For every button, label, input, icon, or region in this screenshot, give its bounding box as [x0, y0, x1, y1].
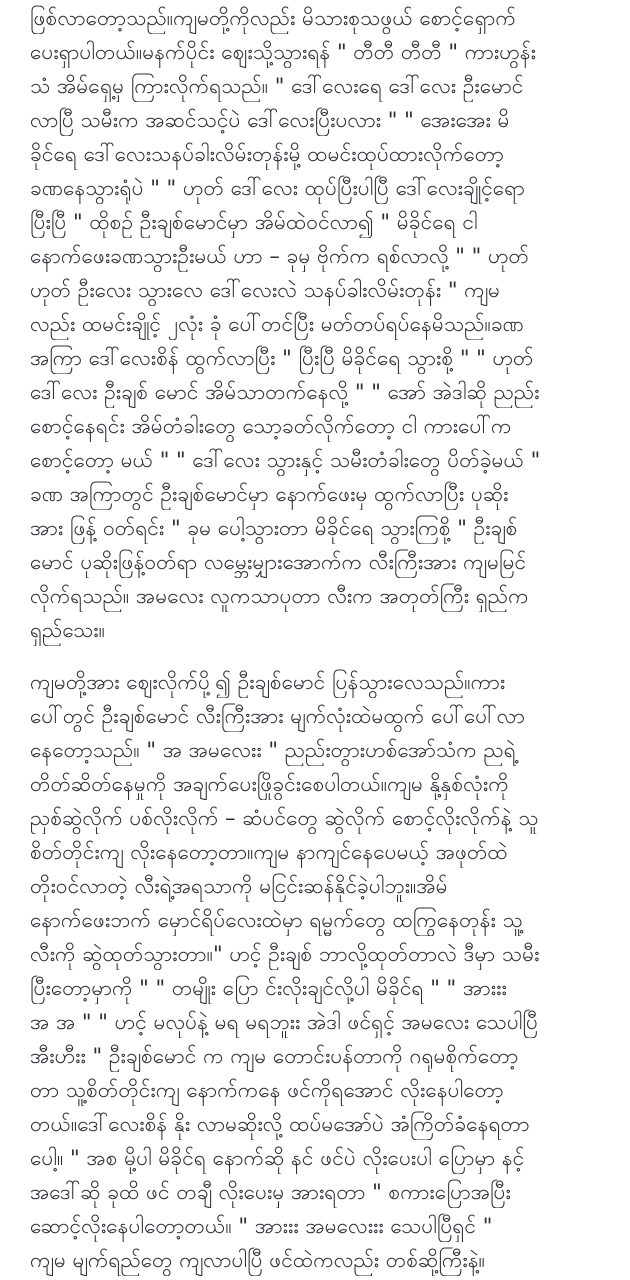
text-line: အား ဖြန့် ဝတ်ရင်း " ခုမ ပေါ့သွားတာ မိခိုင်ရေ သွားကြစို့ " ဦးချစ်	[30, 516, 518, 540]
text-line: အ အ " " ဟင့် မလုပ်နဲ့ မရ မရဘူးး အဲဒါ ဖင်ရှင့် အမလေး သေပါပြီ	[30, 1010, 538, 1034]
text-line: မောင် ပုဆိုးဖြန့်ဝတ်ရာ လမ္ဘေးမျှားအောက်က လီးကြီးအား ကျမမြင်	[30, 550, 527, 574]
text-line: ပြီးပြီ " ထိုစဉ် ဦးချစ်မောင်မှာ အိမ်ထဲဝင်လာ၍ " မိခိုင်ရေ ငါ	[30, 210, 478, 234]
text-line: နေတော့သည်။ " အ အမလေးး " ညည်းတွားဟစ်အော်သံက ညရဲ့	[30, 738, 516, 762]
text-line: နောက်ဖေးခဏသွားဦးမယ် ဟာ – ခုမှ ဗိုက်က ရစ်လာလို့ " " ဟုတ်	[30, 244, 529, 268]
text-line: တယ်။ဒေါ်လေးစိန် နိုး လာမဆိုးလို့ ထပ်မအော်ပဲ အံကြိတ်ခံနေရတာ	[30, 1112, 530, 1136]
text-line: လာပြီ သမီးက အဆင်သင့်ပဲ ဒေါ်လေးပြီးပလား " " အေးအေး မိ	[30, 108, 510, 132]
text-line: အီးဟီးး " ဦးချစ်မောင် က ကျမ တောင်းပန်တာကို ဂရုမစိုက်တော့	[30, 1044, 519, 1068]
text-line: စိတ်တိုင်းကျ လိုးနေတော့တာ။ကျမ နာကျင်နေပေမယ့် အဖုတ်ထဲ	[30, 840, 508, 864]
text-line: ဖြစ်လာတော့သည်။ကျမတို့ကိုလည်း မိသားစုသဖွယ် စောင့်ရှောက်	[30, 6, 516, 30]
text-line: တာ သူ့စိတ်တိုင်းကျ နောက်ကနေ ဖင်ကိုရအောင် လိုးနေပါတော့	[30, 1078, 504, 1102]
text-line: ရှည်သေး။	[30, 618, 105, 642]
text-line: ဟုတ် ဦးလေး သွားလေ ဒေါ်လေးလဲ သနပ်ခါးလိမ်းတုန်း " ကျမ	[30, 278, 501, 302]
text-line: အဒေါ်ဆို ခုထိ ဖင် တချီ လိုးပေးမှ အားရတာ " စကားပြောအပြီး	[30, 1180, 511, 1204]
text-line: စောင့်နေရင်း အိမ်တံခါးတွေ သော့ခတ်လိုက်တော့ ငါ ကားပေါ်က	[30, 414, 512, 438]
text-line: နောက်ဖေးဘက် မှောင်ရိပ်လေးထဲမှာ ရမ္မက်တွေ ထကြွနေတုန်း သူ့	[30, 908, 523, 932]
text-line: ပေါ့။ " အစ မို့ပါ မိခိုင်ရ နောက်ဆို နင် ဖင်ပဲ လိုးပေးပါ ပြောမှာ နင့်	[30, 1146, 525, 1170]
text-line: ပြီးတော့မှာကို " " တမျိုး ပြော င်းလိုးချင်လို့ပါ မိခိုင်ရ " " အားးး	[30, 976, 507, 1000]
text-line: လီးကို ဆွဲထုတ်သွားတာ။" ဟင့် ဦးချစ် ဘာလို့ထုတ်တာလဲ ဒီမှာ သမီး	[30, 942, 540, 966]
text-line: ခိုင်ရေ ဒေါ်လေးသနပ်ခါးလိမ်းတုန်းမို့ ထမင်းထုပ်ထားလိုက်တော့	[30, 142, 504, 166]
text-line: စောင့်တော့ မယ် " " ဒေါ်လေး သွားနှင့် သမီးတံခါးတွေ ပိတ်ခဲ့မယ် "	[30, 448, 541, 472]
text-line: သံ အိမ်ရှေ့မှ ကြားလိုက်ရသည်။ " ဒေါ်လေးရေ ဒေါ်လေး ဦးမောင်	[30, 74, 524, 98]
text-line: ကျမတို့အား ဈေးလိုက်ပို့၍ ဦးချစ်မောင် ပြန်သွားလေသည်။ကား	[30, 670, 506, 694]
text-line: ဒေါ်လေး ဦးချစ် မောင် အိမ်သာတက်နေလို့ " " အော် အဲဒါဆို ညည်း	[30, 380, 540, 404]
text-line: လိုက်ရသည်။ အမလေး လူကသာပုတာ လီးက အတုတ်ကြီး ရှည်က	[30, 584, 529, 608]
text-line: ခဏ အကြာတွင် ဦးချစ်မောင်မှာ နောက်ဖေးမှ ထွက်လာပြီး ပုဆိုး	[30, 482, 509, 506]
text-line: ဆောင့်လိုးနေပါတော့တယ်။ " အားးး အမလေးးး သေပါပြီရှင် "	[30, 1214, 493, 1238]
text-line: တိုးဝင်လာတဲ့ လီးရဲ့အရသာကို မငြင်းဆန်နိုင်ခဲ့ပါဘူး။အိမ်	[30, 874, 448, 898]
text-line: လည်း ထမင်းချိုင့် ၂လုံး ခုံ ပေါ်တင်ပြီး မတ်တပ်ရပ်နေမိသည်။ခဏ	[30, 312, 524, 336]
text-line: ပေါ်တွင် ဦးချစ်မောင် လီးကြီးအား မျက်လုံးထဲမထွက် ပေါ်ပေါ်လာ	[30, 704, 525, 728]
text-line: ကျမ မျက်ရည်တွေ ကျလာပါပြီ ဖင်ထဲကလည်း တစ်ဆို့ကြီးနဲ့။	[30, 1248, 485, 1272]
text-line: ပေးရှာပါတယ်။မနက်ပိုင်း ဈေးသို့သွားရန် " တီတီ တီတီ " ကားဟွန်း	[30, 40, 537, 64]
text-line: ခဏနေသွားရုံပဲ " " ဟုတ် ဒေါ်လေး ထုပ်ပြီးပါပြီ ဒေါ်လေးချိုင့်ရော	[30, 176, 525, 200]
text-line: ညှစ်ဆွဲလိုက် ပစ်လိုးလိုက် – ဆံပင်တွေ ဆွဲလိုက် စောင့်လိုးလိုက်နဲ့ သူ	[30, 806, 539, 830]
text-line: တိတ်ဆိတ်နေမှုကို အချက်ပေးဖြိုခွင်းစေပါတယ်။ကျမ နို့နှစ်လုံးကို	[30, 772, 509, 796]
text-line: အကြာ ဒေါ်လေးစိန် ထွက်လာပြီး " ပြီးပြီ မိခိုင်ရေ သွားစို့ " " ဟုတ်	[30, 346, 534, 370]
